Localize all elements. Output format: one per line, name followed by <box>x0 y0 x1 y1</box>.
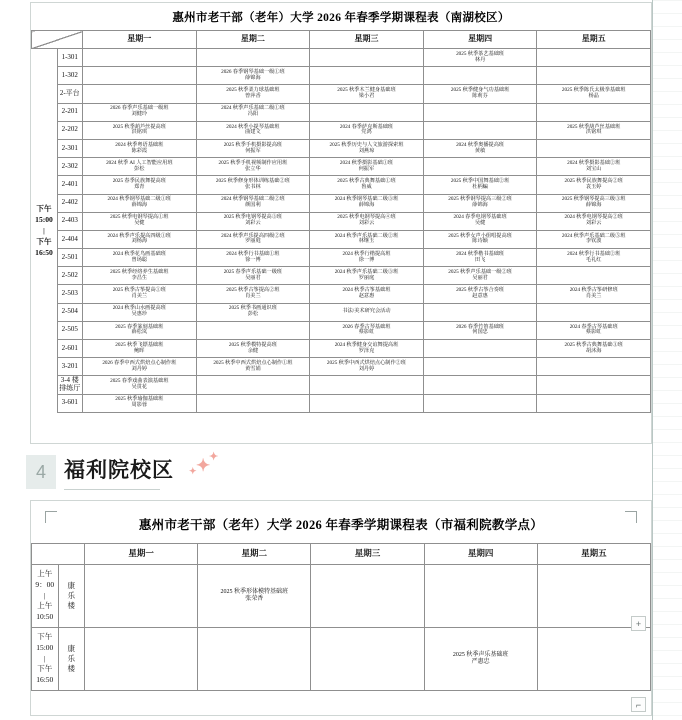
empty-cell <box>196 376 310 394</box>
empty-cell <box>196 321 310 339</box>
empty-cell <box>423 394 537 412</box>
empty-cell <box>85 628 198 691</box>
table-row <box>32 628 651 691</box>
course-cell: 2024 秋季摄影基础②班 刘宝山 <box>537 158 651 176</box>
empty-cell <box>537 303 651 321</box>
course-cell: 2025 秋季中国舞基础②班 杜柄蝙 <box>423 176 537 194</box>
course-cell: 2025 春季民族舞提高班 郑青 <box>83 176 197 194</box>
room-label: 2-501 <box>57 249 83 267</box>
table-row <box>32 194 651 212</box>
zoom-in-button[interactable]: + <box>631 616 646 631</box>
course-cell: 2025 秋季柔力球基础班 曾萍香 <box>196 85 310 103</box>
course-cell: 2026 春季声乐基础一级班 刘健玲 <box>83 103 197 121</box>
empty-cell <box>424 565 537 628</box>
table-row <box>32 67 651 85</box>
room-label: 2-402 <box>57 194 83 212</box>
schedule-table-welfare <box>31 543 651 691</box>
day-header-mon: 星期一 <box>83 31 197 49</box>
course-cell: 2025 秋季模特提高班 余健 <box>196 340 310 358</box>
course-cell: 2024 秋季古筝基础班 赵意惠 <box>310 285 424 303</box>
room-label: 2-403 <box>57 212 83 230</box>
course-cell: 2024 秋季声乐基础二级①班 冯阳 <box>196 103 310 121</box>
course-cell: 2026 春季钢琴基础一级①班 薛锦海 <box>196 67 310 85</box>
course-cell: 2024 秋季楷书基础班 田飞 <box>423 249 537 267</box>
table-row <box>32 176 651 194</box>
room-label: 2-平台 <box>57 85 83 103</box>
table-row <box>32 85 651 103</box>
right-grid-strip <box>652 0 682 720</box>
empty-cell <box>83 85 197 103</box>
empty-cell <box>537 103 651 121</box>
time-slot-label: 下午 15:00 | 下午 16:50 <box>32 49 58 413</box>
section-title: 福利院校区 <box>64 459 174 482</box>
table-row <box>32 139 651 157</box>
course-cell: 2025 秋季葫芦丝提高班 洪铭琪 <box>83 121 197 139</box>
empty-cell <box>537 67 651 85</box>
course-cell: 书法/美术研究会活动 <box>310 303 424 321</box>
course-cell: 2025 秋季木兰健身基础班 梁小君 <box>310 85 424 103</box>
course-cell: 2025 秋季民族舞提高②班 袁玉婷 <box>537 176 651 194</box>
empty-cell <box>83 67 197 85</box>
room-label: 1-301 <box>57 49 83 67</box>
day-header-tue: 星期二 <box>196 31 310 49</box>
table-row <box>32 303 651 321</box>
course-cell: 2025 秋季古筝合奏班 赵意惠 <box>423 285 537 303</box>
course-cell: 2024 秋季行书基础①班 徐一博 <box>196 249 310 267</box>
course-cell: 2025 秋季古典舞基础①班 鲁威 <box>310 176 424 194</box>
table-row <box>32 267 651 285</box>
course-cell: 2024 秋季钢琴基础二级③班 薛锦海 <box>310 194 424 212</box>
course-cell: 2024 秋季行楷提高班 徐一博 <box>310 249 424 267</box>
empty-cell <box>537 267 651 285</box>
course-cell: 2026 春季中西式烘焙点心制作班 刘丹婷 <box>83 358 197 376</box>
course-cell: 2024 秋季声乐基础二级③班 罗丽庭 <box>310 267 424 285</box>
course-cell: 2025 秋季历史与人文旅游探索班 刘燕琼 <box>310 139 424 157</box>
room-label: 2-505 <box>57 321 83 339</box>
empty-cell <box>85 565 198 628</box>
empty-cell <box>196 394 310 412</box>
course-cell: 2025 秋季瑜伽基础班 周影蓉 <box>83 394 197 412</box>
table-row <box>32 230 651 248</box>
course-cell: 2026 春季古琴基础班 蔡影虹 <box>310 321 424 339</box>
room-label: 2-504 <box>57 303 83 321</box>
schedule-card-welfare <box>30 500 652 716</box>
course-cell: 2024 秋季声乐提高四级①班 刘杨海 <box>83 230 197 248</box>
sparkle-icon: ✦ <box>209 451 219 463</box>
room-label: 2-302 <box>57 158 83 176</box>
course-cell: 2025 秋季中西式烘焙点心制作②班 刘丹婷 <box>310 358 424 376</box>
empty-cell <box>198 628 311 691</box>
table-row <box>32 212 651 230</box>
table-row <box>32 121 651 139</box>
course-cell: 2025 秋季古筝提高①班 肖美兰 <box>83 285 197 303</box>
room-label: 3-601 <box>57 394 83 412</box>
room-label: 2-202 <box>57 121 83 139</box>
zoom-out-button[interactable]: ⌐ <box>631 697 646 712</box>
course-cell: 2024 春季古琴基础班 蔡影虹 <box>537 321 651 339</box>
course-cell: 2025 秋季陈氏太极拳基础班 杨晶 <box>537 85 651 103</box>
course-cell: 2025 秋季电钢琴提高③班 刘彩云 <box>196 212 310 230</box>
course-cell: 2024 秋季行书基础②班 毛礼红 <box>537 249 651 267</box>
section-heading-welfare <box>26 452 326 494</box>
day-header-thu: 星期四 <box>423 31 537 49</box>
room-label: 1-302 <box>57 67 83 85</box>
course-cell: 2024 秋季奥播提高班 黄敏 <box>423 139 537 157</box>
room-label: 3-4 楼排练厅 <box>57 376 83 394</box>
course-cell: 2025 秋季书画通识班 彭松 <box>196 303 310 321</box>
empty-cell <box>310 394 424 412</box>
course-cell: 2025 秋季葫芦丝基础班 洪铭琪 <box>537 121 651 139</box>
empty-cell <box>423 67 537 85</box>
empty-cell <box>423 158 537 176</box>
sparkle-icon: ✦ <box>196 456 211 475</box>
day-header-fri: 星期五 <box>537 544 650 565</box>
course-cell: 2025 秋季茶艺基础班 林丹 <box>423 49 537 67</box>
table-row <box>32 394 651 412</box>
course-cell: 2025 秋季电钢琴提高①班 吴健 <box>83 212 197 230</box>
time-slot-label: 上午 9：00 | 上午 10:50 <box>32 565 59 628</box>
course-cell: 2024 秋季声乐提高四级②班 罗丽庭 <box>196 230 310 248</box>
course-cell: 2025 秋季形体模特基础班 张荣香 <box>198 565 311 628</box>
table-header-row <box>32 544 651 565</box>
empty-cell <box>423 340 537 358</box>
course-cell: 2024 秋季花鸟画基础班 曾场聪 <box>83 249 197 267</box>
course-cell: 2025 秋季手机视频制作应用班 张立华 <box>196 158 310 176</box>
course-cell: 2025 春季戏曲表演基础班 吴贯花 <box>83 376 197 394</box>
course-cell: 2025 秋季女声小组唱提高班 陈诗颖 <box>423 230 537 248</box>
course-cell: 2025 秋季古典舞基础③班 胡沐海 <box>537 340 651 358</box>
room-label: 3-201 <box>57 358 83 376</box>
empty-cell <box>423 358 537 376</box>
course-cell: 2024 秋季 AI 人工智能应用班 彭松 <box>83 158 197 176</box>
course-cell: 2024 秋季声乐基础二级⑤班 李钦波 <box>537 230 651 248</box>
empty-cell <box>310 103 424 121</box>
empty-cell <box>537 139 651 157</box>
course-cell: 2025 秋季声乐基础班 严惠忠 <box>424 628 537 691</box>
course-cell: 2025 秋季健身气功基础班 陈莉芬 <box>423 85 537 103</box>
room-label: 2-502 <box>57 267 83 285</box>
course-cell: 2024 秋季声乐基础二级②班 林继玉 <box>310 230 424 248</box>
table-row <box>32 49 651 67</box>
table-row <box>32 321 651 339</box>
empty-cell <box>537 376 651 394</box>
page-corner-mark-top-left <box>45 511 57 523</box>
room-label: 2-301 <box>57 139 83 157</box>
section-number: 4 <box>26 455 56 489</box>
course-cell: 2025 秋季钢琴提高三级③班 薛锦海 <box>537 194 651 212</box>
course-cell: 2025 秋季钢琴提高三级②班 薛锦海 <box>423 194 537 212</box>
room-label: 2-201 <box>57 103 83 121</box>
course-cell: 2024 秋季钢琴基础二级②班 颜国利 <box>196 194 310 212</box>
room-label: 2-404 <box>57 230 83 248</box>
course-cell: 2025 秋季中西式烘焙点心制作①班 黄雪娟 <box>196 358 310 376</box>
course-cell: 2024 秋季摄影基础①班 何振军 <box>310 158 424 176</box>
table-row <box>32 285 651 303</box>
schedule-table-nanhu <box>31 30 651 413</box>
room-label: 2-601 <box>57 340 83 358</box>
empty-cell <box>537 394 651 412</box>
table-row <box>32 565 651 628</box>
empty-cell <box>83 49 197 67</box>
day-header-tue: 星期二 <box>198 544 311 565</box>
day-header-wed: 星期三 <box>310 31 424 49</box>
course-cell: 2025 秋季飞镖基础班 鲍晖 <box>83 340 197 358</box>
course-cell: 2026 春季竹笛基础班 何国忠 <box>423 321 537 339</box>
corner-cell <box>32 31 83 49</box>
empty-cell <box>310 376 424 394</box>
schedule-card-nanhu <box>30 2 652 444</box>
table-row <box>32 376 651 394</box>
day-header-fri: 星期五 <box>537 31 651 49</box>
building-label: 康 乐 楼 <box>58 565 85 628</box>
empty-cell <box>423 303 537 321</box>
course-cell: 2024 秋季小提琴基础班 曲建文 <box>196 121 310 139</box>
course-cell: 2024 春季电钢琴基础班 吴健 <box>423 212 537 230</box>
course-cell: 2024 秋季山水画提高班 吴惠珍 <box>83 303 197 321</box>
course-cell: 2025 春季声乐基础一级班 吴丽君 <box>196 267 310 285</box>
course-cell: 2024 秋季健身交谊舞提高班 罗泽克 <box>310 340 424 358</box>
course-cell: 2024 秋季古筝研修班 肖美兰 <box>537 285 651 303</box>
course-cell: 2025 秋季电钢琴提高④班 刘彩云 <box>310 212 424 230</box>
room-label: 2-503 <box>57 285 83 303</box>
schedule-title-welfare: 惠州市老干部（老年）大学 2026 年春季学期课程表（市福利院教学点） <box>138 518 544 532</box>
course-cell: 2025 秋季修身形体训练基础②班 张书林 <box>196 176 310 194</box>
table-row <box>32 103 651 121</box>
sparkle-icon: ✦ <box>189 466 197 476</box>
empty-cell <box>311 565 424 628</box>
day-header-thu: 星期四 <box>424 544 537 565</box>
empty-cell <box>310 67 424 85</box>
empty-cell <box>423 376 537 394</box>
table-header-row <box>32 31 651 49</box>
course-cell: 2025 春季篆刻基础班 薛松岚 <box>83 321 197 339</box>
course-cell: 2025 秋季经络养生基础班 李昌生 <box>83 267 197 285</box>
course-cell: 2025 秋季声乐基础一级②班 吴丽君 <box>423 267 537 285</box>
table-row <box>32 340 651 358</box>
day-header-wed: 星期三 <box>311 544 424 565</box>
empty-cell <box>423 121 537 139</box>
table-row <box>32 249 651 267</box>
course-cell: 2024 秋季电钢琴提高②班 刘彩云 <box>537 212 651 230</box>
table-row <box>32 358 651 376</box>
time-slot-label: 下午 15:00 | 下午 16:50 <box>32 628 59 691</box>
empty-cell <box>537 49 651 67</box>
corner-cell <box>32 544 85 565</box>
course-cell: 2025 秋季手机摄影提高班 何振军 <box>196 139 310 157</box>
course-cell: 2024 秋季钢琴基础二级①班 薛锦海 <box>83 194 197 212</box>
building-label: 康 乐 楼 <box>58 628 85 691</box>
empty-cell <box>310 49 424 67</box>
empty-cell <box>537 628 650 691</box>
section-underline <box>64 489 160 490</box>
course-cell: 2024 春季萨克斯基础班 党鸿 <box>310 121 424 139</box>
course-cell: 2025 秋季古筝提高②班 肖美兰 <box>196 285 310 303</box>
table-row <box>32 158 651 176</box>
room-label: 2-401 <box>57 176 83 194</box>
empty-cell <box>537 358 651 376</box>
day-header-mon: 星期一 <box>85 544 198 565</box>
empty-cell <box>423 103 537 121</box>
empty-cell <box>196 49 310 67</box>
page-corner-mark-top-right <box>625 511 637 523</box>
course-cell: 2024 秋季粤语基础班 陈彩霞 <box>83 139 197 157</box>
empty-cell <box>311 628 424 691</box>
schedule-title-nanhu: 惠州市老干部（老年）大学 2026 年春季学期课程表（南湖校区） <box>172 12 510 24</box>
